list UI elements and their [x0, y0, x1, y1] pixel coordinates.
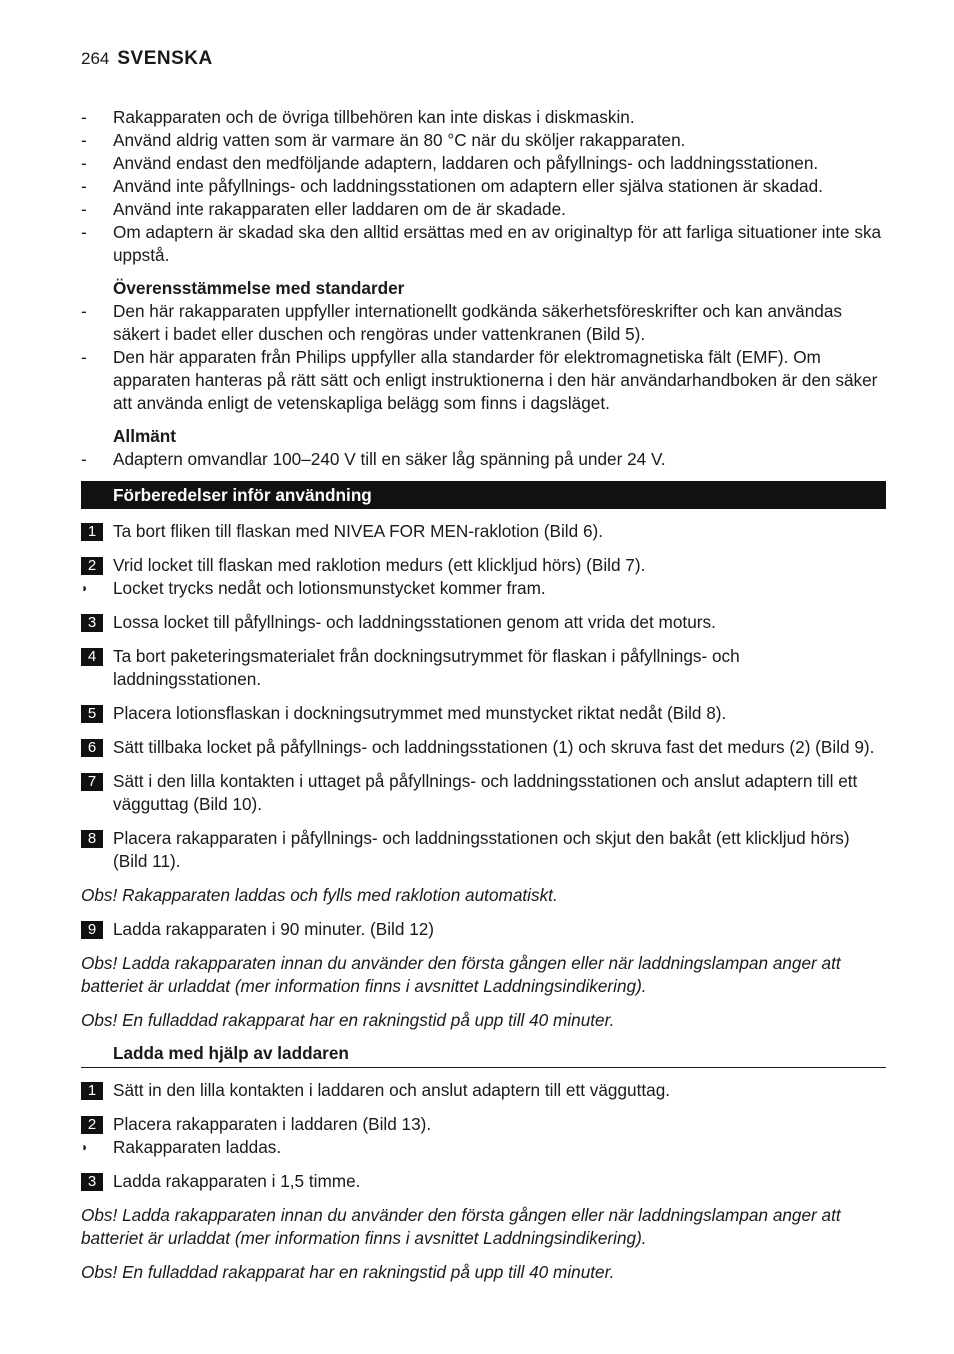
dash-marker: - [81, 347, 87, 367]
prep-step-2-result: ◗ Locket trycks nedåt och lotionsmunstycket kommer fram. [81, 578, 546, 598]
step-number: 2 [81, 1116, 103, 1134]
prep-step-9: 9 Ladda rakapparaten i 90 minuter. (Bild 12) [81, 918, 886, 941]
step-number: 8 [81, 830, 103, 848]
charger-step-2-result: ◗ Rakapparaten laddas. [81, 1137, 282, 1157]
prep-section-heading: Förberedelser inför användning [81, 481, 886, 509]
result-arrow-icon: ◗ [81, 581, 89, 595]
prep-note: Obs! Ladda rakapparaten innan du använder den första gången eller när laddningslampan anger att batteriet är urladdat (mer information finns i avsnittet Laddningsindikering). [81, 953, 841, 996]
dash-marker: - [81, 153, 87, 173]
dash-marker: - [81, 222, 87, 242]
warning-item: - Använd aldrig vatten som är varmare än 80 °C när du sköljer rakapparaten. [81, 130, 686, 150]
warning-item: - Om adaptern är skadad ska den alltid ersättas med en av originaltyp för att farliga situationer inte ska uppstå. [81, 222, 882, 265]
warning-item: - Använd inte rakapparaten eller laddaren om de är skadade. [81, 199, 566, 219]
language-title: SVENSKA [117, 48, 213, 69]
prep-step-1: 1 Ta bort fliken till flaskan med NIVEA FOR MEN-raklotion (Bild 6). [81, 520, 886, 543]
prep-step-7: 7 Sätt i den lilla kontakten i uttaget på påfyllnings- och laddningsstationen och anslut adaptern till ett vägguttag (Bild 10). [81, 770, 886, 816]
dash-marker: - [81, 301, 87, 321]
page-content [81, 106, 886, 1284]
step-number: 2 [81, 557, 103, 575]
standards-heading: Överensstämmelse med standarder [113, 278, 405, 298]
charger-step-3: 3 Ladda rakapparaten i 1,5 timme. [81, 1170, 886, 1193]
prep-note: Obs! Rakapparaten laddas och fylls med raklotion automatiskt. [81, 885, 558, 905]
charger-step-1: 1 Sätt in den lilla kontakten i laddaren och anslut adaptern till ett vägguttag. [81, 1079, 886, 1102]
step-number: 1 [81, 1082, 103, 1100]
dash-marker: - [81, 199, 87, 219]
result-arrow-icon: ◗ [81, 1140, 89, 1154]
step-number: 3 [81, 1173, 103, 1191]
prep-step-6: 6 Sätt tillbaka locket på påfyllnings- och laddningsstationen (1) och skruva fast det medurs (2) (Bild 9). [81, 736, 886, 759]
step-number: 3 [81, 614, 103, 632]
step-number: 9 [81, 921, 103, 939]
dash-marker: - [81, 130, 87, 150]
prep-note: Obs! En fulladdad rakapparat har en rakningstid på upp till 40 minuter. [81, 1010, 615, 1030]
page-number: 264 [81, 49, 110, 68]
dash-marker: - [81, 176, 87, 196]
prep-step-2: 2 Vrid locket till flaskan med raklotion medurs (ett klickljud hörs) (Bild 7). [81, 554, 886, 577]
charger-note: Obs! Ladda rakapparaten innan du använder den första gången eller när laddningslampan anger att batteriet är urladdat (mer information finns i avsnittet Laddningsindikering). [81, 1205, 841, 1248]
prep-step-3: 3 Lossa locket till påfyllnings- och laddningsstationen genom att vrida det moturs. [81, 611, 886, 634]
step-number: 4 [81, 648, 103, 666]
warning-item: - Använd inte påfyllnings- och laddningsstationen om adaptern eller själva stationen är skadad. [81, 176, 823, 196]
prep-step-4: 4 Ta bort paketeringsmaterialet från dockningsutrymmet för flaskan i påfyllnings- och laddningsstationen. [81, 645, 886, 691]
step-number: 1 [81, 523, 103, 541]
step-number: 6 [81, 739, 103, 757]
standards-item: - Den här apparaten från Philips uppfyller alla standarder för elektromagnetiska fält (EMF). Om apparaten hanteras på rätt sätt och enligt instruktionerna i den här användarhandboken är den säker att använda enligt de vetenskapliga belägg som finns i dagsläget. [81, 347, 878, 413]
step-number: 7 [81, 773, 103, 791]
general-heading: Allmänt [113, 426, 177, 446]
charger-note: Obs! En fulladdad rakapparat har en rakningstid på upp till 40 minuter. [81, 1262, 615, 1282]
dash-marker: - [81, 449, 87, 469]
general-item: - Adaptern omvandlar 100–240 V till en säker låg spänning på under 24 V. [81, 449, 666, 469]
dash-marker: - [81, 107, 87, 127]
warning-item: - Rakapparaten och de övriga tillbehören kan inte diskas i diskmaskin. [81, 107, 635, 127]
charger-step-2: 2 Placera rakapparaten i laddaren (Bild 13). [81, 1113, 886, 1136]
charger-section-heading: Ladda med hjälp av laddaren [81, 1042, 886, 1068]
step-number: 5 [81, 705, 103, 723]
warning-item: - Använd endast den medföljande adaptern, laddaren och påfyllnings- och laddningsstationen. [81, 153, 819, 173]
page-header [81, 48, 213, 72]
prep-step-8: 8 Placera rakapparaten i påfyllnings- och laddningsstationen och skjut den bakåt (ett klickljud hörs) (Bild 11). [81, 827, 886, 873]
prep-step-5: 5 Placera lotionsflaskan i dockningsutrymmet med munstycket riktat nedåt (Bild 8). [81, 702, 886, 725]
standards-item: - Den här rakapparaten uppfyller internationellt godkända säkerhetsföreskrifter och kan användas säkert i badet eller duschen och rengöras under vattenkranen (Bild 5). [81, 301, 843, 344]
